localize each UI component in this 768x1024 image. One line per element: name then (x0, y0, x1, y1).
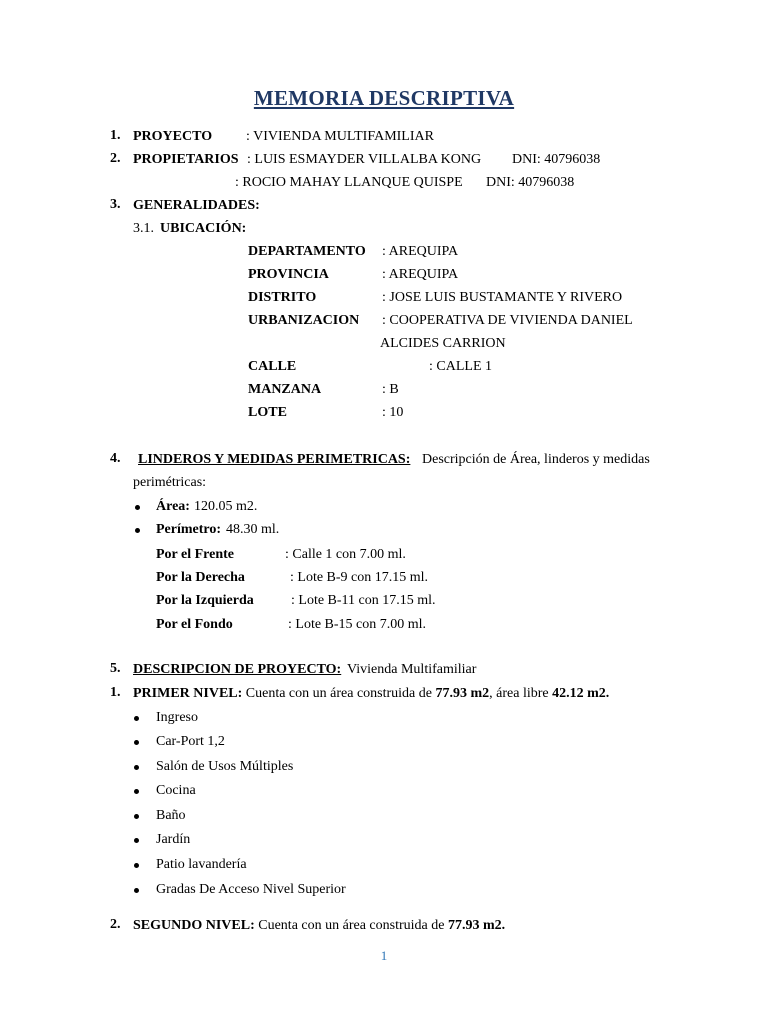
owner-1-dni: DNI: 40796038 (512, 152, 601, 167)
section-number: 2. (110, 151, 121, 166)
primer-nivel-free-area: 42.12 m2. (552, 686, 610, 701)
location-label: DEPARTAMENTO (248, 244, 366, 259)
location-label: LOTE (248, 405, 287, 420)
boundary-value: : Lote B-15 con 7.00 ml. (288, 617, 427, 632)
bullet-icon (134, 765, 139, 770)
section-number: 5. (110, 661, 121, 676)
location-value: : CALLE 1 (429, 359, 492, 374)
owner-2-dni: DNI: 40796038 (486, 175, 575, 190)
primer-nivel-text-2: , área libre (489, 686, 549, 701)
location-value: : COOPERATIVA DE VIVIENDA DANIEL (382, 313, 633, 328)
linderos-description: Descripción de Área, linderos y medidas (422, 452, 650, 467)
area-value: 120.05 m2. (194, 499, 258, 514)
area-label: Área: (156, 499, 190, 514)
propietarios-label: PROPIETARIOS (133, 152, 239, 167)
location-value-continued: ALCIDES CARRION (380, 336, 506, 351)
section-number: 3. (110, 197, 121, 212)
location-label: MANZANA (248, 382, 322, 397)
boundary-value: : Calle 1 con 7.00 ml. (285, 547, 406, 562)
bullet-icon (135, 505, 140, 510)
location-label: URBANIZACION (248, 313, 360, 328)
bullet-icon (134, 863, 139, 868)
location-value: : AREQUIPA (382, 267, 459, 282)
boundary-value: : Lote B-9 con 17.15 ml. (290, 570, 429, 585)
generalidades-label: GENERALIDADES: (133, 198, 260, 213)
bullet-icon (135, 528, 140, 533)
list-item: Car-Port 1,2 (156, 734, 225, 749)
descripcion-label: DESCRIPCION DE PROYECTO: (133, 662, 342, 677)
proyecto-value: : VIVIENDA MULTIFAMILIAR (246, 129, 434, 144)
bullet-icon (134, 716, 139, 721)
segundo-nivel-line (133, 917, 505, 935)
page-number: 1 (380, 948, 388, 963)
section-number: 1. (110, 128, 121, 143)
subsection-number: 3.1. (133, 221, 154, 236)
list-item: Patio lavandería (156, 857, 247, 872)
location-value: : 10 (382, 405, 404, 420)
list-item: Gradas De Acceso Nivel Superior (156, 882, 346, 897)
primer-nivel-label: PRIMER NIVEL: (133, 686, 243, 701)
location-label: PROVINCIA (248, 267, 329, 282)
bullet-icon (134, 740, 139, 745)
perimetro-value: 48.30 ml. (226, 522, 280, 537)
owner-2-name: : ROCIO MAHAY LLANQUE QUISPE (235, 175, 463, 190)
section-number: 4. (110, 451, 121, 466)
segundo-nivel-built-area: 77.93 m2. (447, 918, 506, 933)
list-item: Jardín (156, 832, 191, 847)
level-number: 1. (110, 685, 121, 700)
location-value: : AREQUIPA (382, 244, 459, 259)
bullet-icon (134, 814, 139, 819)
primer-nivel-built-area: 77.93 m2 (435, 686, 490, 701)
page-title: MEMORIA DESCRIPTIVA (253, 86, 515, 110)
bullet-icon (134, 838, 139, 843)
list-item: Salón de Usos Múltiples (156, 759, 294, 774)
bullet-icon (134, 789, 139, 794)
boundary-label: Por el Frente (156, 547, 235, 562)
bullet-icon (134, 888, 139, 893)
perimetro-label: Perímetro: (156, 522, 222, 537)
segundo-nivel-text: Cuenta con un área construida de (258, 918, 445, 933)
list-item: Ingreso (156, 710, 198, 725)
boundary-label: Por la Derecha (156, 570, 245, 585)
descripcion-value: Vivienda Multifamiliar (347, 662, 477, 677)
linderos-label: LINDEROS Y MEDIDAS PERIMETRICAS: (138, 452, 411, 467)
linderos-description-continued: perimétricas: (133, 475, 207, 490)
level-number: 2. (110, 917, 121, 932)
owner-1-name: : LUIS ESMAYDER VILLALBA KONG (247, 152, 482, 167)
location-label: CALLE (248, 359, 297, 374)
segundo-nivel-label: SEGUNDO NIVEL: (133, 918, 255, 933)
primer-nivel-line (133, 685, 609, 703)
location-label: DISTRITO (248, 290, 317, 305)
location-value: : B (382, 382, 399, 397)
boundary-label: Por el Fondo (156, 617, 233, 632)
ubicacion-label: UBICACIÓN: (160, 221, 247, 236)
list-item: Cocina (156, 783, 196, 798)
proyecto-label: PROYECTO (133, 129, 213, 144)
location-value: : JOSE LUIS BUSTAMANTE Y RIVERO (382, 290, 623, 305)
primer-nivel-text: Cuenta con un área construida de (245, 686, 432, 701)
boundary-value: : Lote B-11 con 17.15 ml. (291, 593, 436, 608)
boundary-label: Por la Izquierda (156, 593, 254, 608)
list-item: Baño (156, 808, 186, 823)
